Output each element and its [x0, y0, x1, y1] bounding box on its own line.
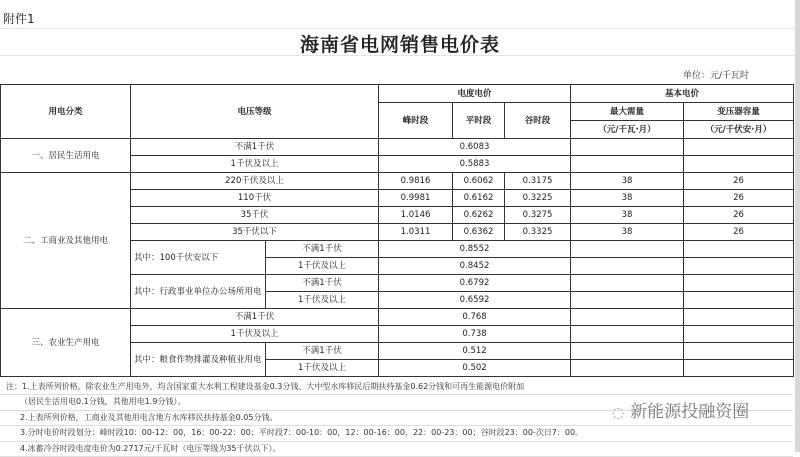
price-cell: 0.8452: [379, 258, 571, 275]
empty-cell: [684, 309, 794, 326]
transformer-cell: 26: [684, 173, 794, 190]
empty-cell: [571, 241, 684, 258]
empty-cell: [684, 326, 794, 343]
empty-cell: [684, 241, 794, 258]
transformer-cell: 26: [684, 224, 794, 241]
empty-cell: [684, 156, 794, 173]
flat-cell: 0.6062: [453, 173, 505, 190]
header-basic-price: 基本电价: [571, 85, 794, 103]
page-title: 海南省电网销售电价表: [299, 34, 500, 56]
voltage-cell: 1千伏及以上: [266, 292, 379, 309]
scrollbar: [795, 0, 800, 452]
note-line: 4.冰蓄冷谷时段电度电价为0.2717元/千瓦时（电压等级为35千伏以下）。: [0, 442, 793, 457]
wechat-icon: ◌: [612, 405, 625, 421]
header-transformer-unit: （元/千伏安·月）: [684, 121, 794, 139]
empty-cell: [684, 343, 794, 360]
peak-cell: 0.9981: [379, 190, 453, 207]
empty-cell: [571, 258, 684, 275]
price-cell: 0.8552: [379, 241, 571, 258]
table-row: [1, 139, 794, 156]
demand-cell: 38: [571, 224, 684, 241]
valley-cell: 0.3175: [505, 173, 571, 190]
table-row: [1, 309, 794, 326]
header-max-demand: 最大需量: [571, 103, 684, 121]
voltage-cell: 不满1千伏: [266, 241, 379, 258]
voltage-cell: 不满1千伏: [266, 343, 379, 360]
subcategory-cell: 其中：粮食作物排灌及种植业用电: [131, 343, 266, 377]
header-flat: 平时段: [453, 103, 505, 139]
price-cell: 0.6083: [379, 139, 571, 156]
header-transformer: 变压器容量: [684, 103, 794, 121]
price-cell: 0.502: [379, 360, 571, 377]
note-line: 3.分时电价时段划分：峰时段10：00-12：00，16：00-22：00；平时段7：00-10：00，12：00-16：00，22：00-23：00；谷时段23：00-次日7：00。: [0, 426, 793, 441]
empty-cell: [684, 258, 794, 275]
category-cell: 一、居民生活用电: [1, 139, 131, 173]
header-category: 用电分类: [1, 85, 131, 139]
voltage-cell: 1千伏及以上: [266, 258, 379, 275]
category-cell: 二、工商业及其他用电: [1, 173, 131, 309]
empty-cell: [684, 139, 794, 156]
watermark: [612, 397, 749, 422]
price-cell: 0.5883: [379, 156, 571, 173]
note-line: 注：1.上表所列价格，除农业生产用电外，均含国家重大水利工程建设基金0.3分钱、大中型水库移民后期扶持基金0.62分钱和可再生能源电价附加: [0, 380, 793, 395]
table-row: [1, 173, 794, 190]
price-cell: 0.738: [379, 326, 571, 343]
voltage-cell: 110千伏: [131, 190, 379, 207]
voltage-cell: 1千伏及以上: [131, 156, 379, 173]
price-table: [0, 84, 794, 377]
valley-cell: 0.3225: [505, 190, 571, 207]
grid-line: [0, 28, 795, 29]
header-peak: 峰时段: [379, 103, 453, 139]
note-line: （居民生活用电0.1分钱，其他用电1.9分钱）。: [0, 395, 793, 410]
voltage-cell: 35千伏: [131, 207, 379, 224]
transformer-cell: 26: [684, 207, 794, 224]
empty-cell: [571, 309, 684, 326]
price-cell: 0.512: [379, 343, 571, 360]
price-cell: 0.6792: [379, 275, 571, 292]
empty-cell: [571, 156, 684, 173]
voltage-cell: 不满1千伏: [131, 309, 379, 326]
price-cell: 0.768: [379, 309, 571, 326]
empty-cell: [684, 360, 794, 377]
header-energy-price: 电度电价: [379, 85, 571, 103]
empty-cell: [571, 292, 684, 309]
note-line: 2.上表所列价格，工商业及其他用电含地方水库移民扶持基金0.05分钱。: [0, 411, 793, 426]
empty-cell: [571, 275, 684, 292]
empty-cell: [571, 139, 684, 156]
voltage-cell: 35千伏以下: [131, 224, 379, 241]
voltage-cell: 不满1千伏: [266, 275, 379, 292]
demand-cell: 38: [571, 207, 684, 224]
watermark-text: 新能源投融资圈: [630, 402, 750, 422]
voltage-cell: 不满1千伏: [131, 139, 379, 156]
peak-cell: 0.9816: [379, 173, 453, 190]
demand-cell: 38: [571, 190, 684, 207]
valley-cell: 0.3325: [505, 224, 571, 241]
flat-cell: 0.6262: [453, 207, 505, 224]
empty-cell: [571, 343, 684, 360]
empty-cell: [684, 292, 794, 309]
subcategory-cell: 其中：行政事业单位办公场所用电: [131, 275, 266, 309]
flat-cell: 0.6162: [453, 190, 505, 207]
demand-cell: 38: [571, 173, 684, 190]
transformer-cell: 26: [684, 190, 794, 207]
empty-cell: [684, 275, 794, 292]
header-valley: 谷时段: [505, 103, 571, 139]
voltage-cell: 1千伏及以上: [131, 326, 379, 343]
peak-cell: 1.0311: [379, 224, 453, 241]
header-max-demand-unit: （元/千瓦·月）: [571, 121, 684, 139]
empty-cell: [571, 360, 684, 377]
category-cell: 三、农业生产用电: [1, 309, 131, 377]
peak-cell: 1.0146: [379, 207, 453, 224]
price-cell: 0.6592: [379, 292, 571, 309]
valley-cell: 0.3275: [505, 207, 571, 224]
header-voltage: 电压等级: [131, 85, 379, 139]
voltage-cell: 220千伏及以上: [131, 173, 379, 190]
empty-cell: [571, 326, 684, 343]
voltage-cell: 1千伏及以上: [266, 360, 379, 377]
attachment-label: 附件1: [3, 12, 35, 26]
flat-cell: 0.6362: [453, 224, 505, 241]
subcategory-cell: 其中：100千伏安以下: [131, 241, 266, 275]
unit-label: 单位：元/千瓦时: [683, 71, 750, 81]
